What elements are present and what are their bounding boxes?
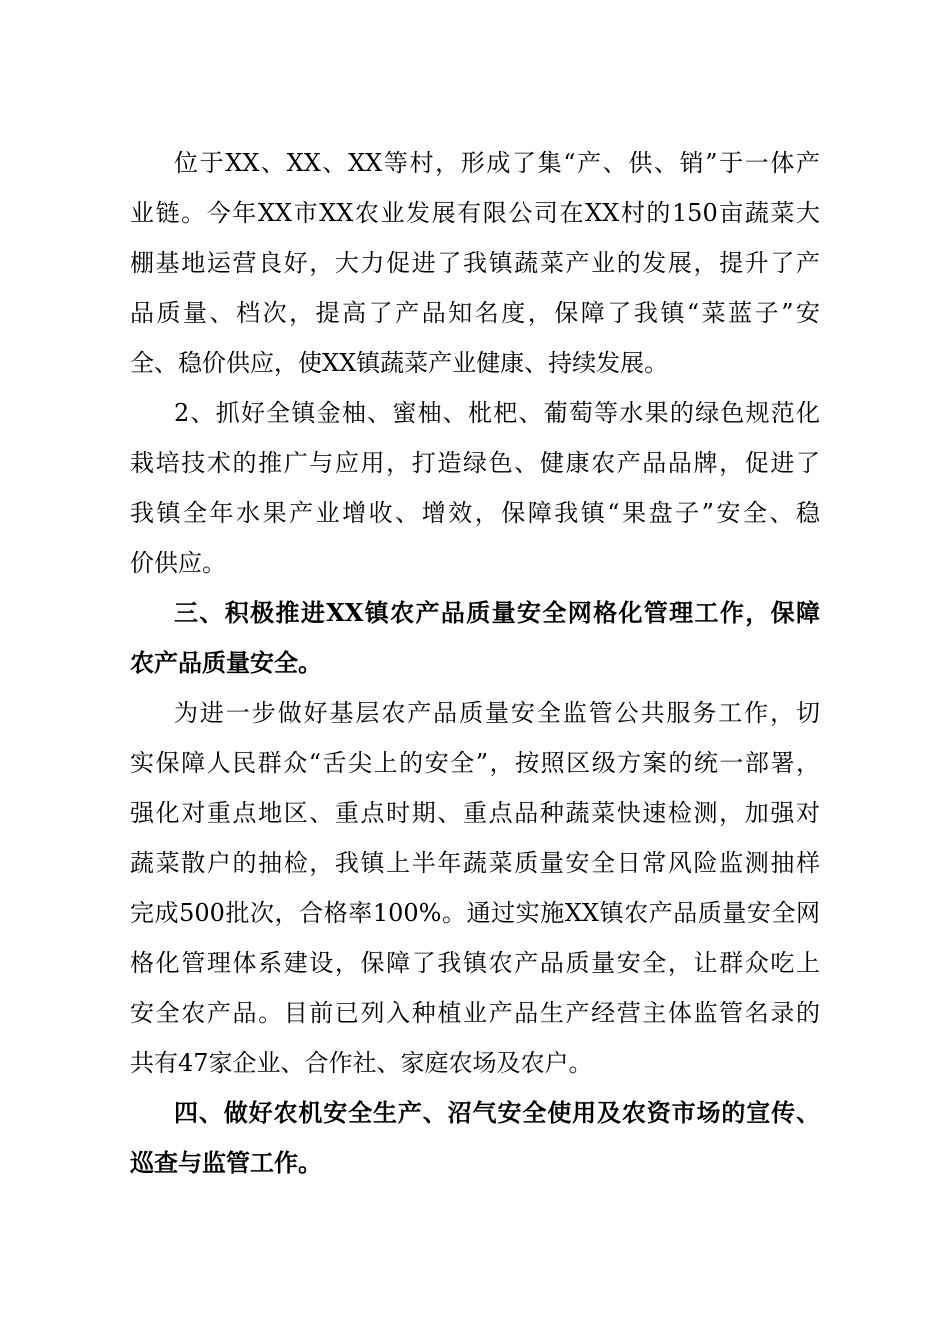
- text-line: 农产品质量安全。: [130, 648, 322, 677]
- text-line: 安全农产品。目前已列入种植业产品生产经营主体监管名录的: [130, 999, 820, 1027]
- text-line: 栽培技术的推广与应用，打造绿色、健康农产品品牌，促进了: [130, 449, 820, 477]
- text-line: 蔬菜散户的抽检，我镇上半年蔬菜质量安全日常风险监测抽样: [130, 849, 820, 877]
- text-line: 价供应。: [130, 549, 226, 577]
- text-line: 2、抓好全镇金柚、蜜柚、枇杷、葡萄等水果的绿色规范化: [174, 399, 820, 427]
- text-line: 三、积极推进XX镇农产品质量安全网格化管理工作，保障: [174, 598, 820, 627]
- text-line: 四、做好农机安全生产、沼气安全使用及农资市场的宣传、: [174, 1098, 820, 1127]
- text-line: 巡查与监管工作。: [130, 1148, 322, 1177]
- text-line: 格化管理体系建设，保障了我镇农产品质量安全，让群众吃上: [130, 949, 820, 977]
- text-line: 强化对重点地区、重点时期、重点品种蔬菜快速检测，加强对: [130, 799, 820, 827]
- body-paragraph: [130, 145, 820, 395]
- text-line: 业链。今年XX市XX农业发展有限公司在XX村的150亩蔬菜大: [130, 199, 820, 227]
- text-line: 位于XX、XX、XX等村，形成了集“产、供、销”于一体产: [174, 149, 820, 177]
- text-line: 全、稳价供应，使XX镇蔬菜产业健康、持续发展。: [130, 349, 669, 377]
- document-body: [130, 145, 820, 1195]
- text-line: 完成500批次，合格率100%。通过实施XX镇农产品质量安全网: [130, 899, 820, 927]
- text-line: 为进一步做好基层农产品质量安全监管公共服务工作，切: [174, 699, 820, 727]
- section-heading: [130, 595, 820, 695]
- text-line: 品质量、档次，提高了产品知名度，保障了我镇“菜蓝子”安: [130, 299, 820, 327]
- text-line: 共有47家企业、合作社、家庭农场及农户。: [130, 1049, 593, 1077]
- section-heading: [130, 1095, 820, 1195]
- text-line: 实保障人民群众“舌尖上的安全”，按照区级方案的统一部署，: [130, 749, 820, 777]
- body-paragraph: [130, 695, 820, 1095]
- text-line: 我镇全年水果产业增收、增效，保障我镇“果盘子”安全、稳: [130, 499, 820, 527]
- body-paragraph: [130, 395, 820, 595]
- text-line: 棚基地运营良好，大力促进了我镇蔬菜产业的发展，提升了产: [130, 249, 820, 277]
